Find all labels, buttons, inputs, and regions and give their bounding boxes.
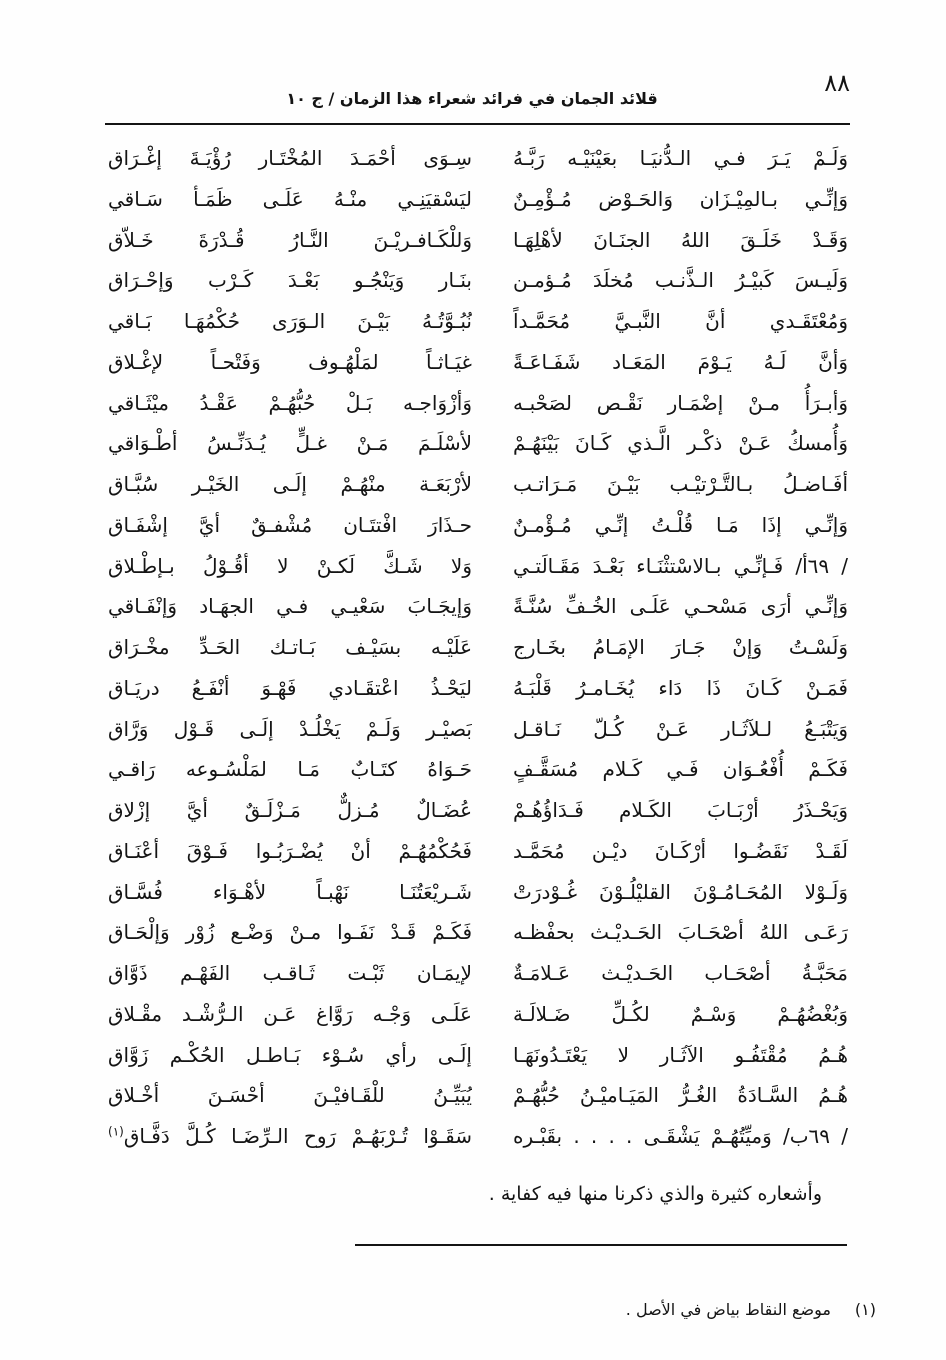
verse-second-hemistich (108, 179, 472, 219)
verse-first-hemistich: وَيَتْبَـعُ لـلآثَـار عَـنْ كُـلّ نَـاقـل (513, 716, 848, 741)
verse-first-hemistich: / ٦٩أ/ فَـإنِّـي بـالاسْتثْنَـاء بَعْـدَ مَقَـالَتـي (513, 553, 848, 578)
verse-second-hemistich (108, 464, 472, 504)
verse-second-text: عَلَـى وَجْـه رَوَّاغ عَـن الـرُّشْـد مقْـلاق (108, 1001, 472, 1026)
verse-second-hemistich (108, 994, 472, 1034)
verse-row (0, 586, 946, 627)
verse-row (0, 423, 946, 464)
verse-second-hemistich (108, 505, 472, 545)
verse-second-hemistich (108, 383, 472, 423)
verse-second-text: عَلَيْـه بسَيْـف بَـاتـك الحَـدِّ مخْـرَاق (108, 635, 472, 659)
verse-second-text: ليَحْـذُ اعْتقَـادي فَهْـوَ أنْفَـعُ دريَـاق (108, 675, 472, 700)
verse-second-hemistich (108, 260, 472, 300)
verse-first-hemistich: مَحَبَّـةُ أصْحَـاب الحَـديْـث عَـلامَـةٌ (513, 961, 848, 985)
verse-first-hemistich: وَأبـرَأُ مـنْ إضْمَـار نَقْـص لصَحْبـه (513, 390, 848, 415)
footnote (626, 1296, 876, 1324)
verse-second-hemistich (108, 749, 472, 789)
verse-second-text: يُبَيِّـنُ للْقَـافيْـنَ أحْسَـنَ أخْـلاق (108, 1083, 472, 1108)
verse-first-hemistich: وَمُعْتَقَـدي أنَّ النَّبـيَّ مُحَمَّـداً (513, 309, 848, 333)
verse-first-hemistich: أفَـاضـلُ بـالتَّـرْتيْـب بَيْـنَ مَـرَاتـب (513, 472, 848, 496)
page-number: ٨٨ (824, 69, 850, 97)
verse-second-text: وَللْكَـافـريْـنَ النَّـارُ قُـدْرَةَ خَـلاّق (108, 227, 472, 252)
header-rule (105, 123, 850, 125)
verse-second-hemistich (108, 627, 472, 667)
verse-second-text: وَلا شَـكَّ لَكـنْ لا أقُـوْلُ بـإطْـلاق (108, 553, 472, 578)
verse-second-hemistich (108, 953, 472, 993)
verse-second-text: حَـوَاهُ كتَـابٌ مَـا لمَلْسُـوعه رَاقـي (108, 757, 472, 782)
verse-row (0, 1035, 946, 1076)
verse-first-hemistich: وَأنَّ لَـهُ يَـوْمَ المَعَـاد شَفَـاعَـةً (513, 349, 848, 374)
verse-second-text: عُضَـالٌ مُـزلٌّ مَـزْلَـقٌ أيَّ إزْلاق (108, 798, 472, 822)
verse-first-hemistich: هُـمُ السَّـادَةُ الغُـرُّ المَيَـاميْـنُ حُبُّهُـمْ (513, 1083, 848, 1108)
verse-first-hemistich: وَلَسْـتُ وَإنْ جَـارَ الإمَـامُ بخَـارج (513, 635, 848, 659)
verse-row (0, 953, 946, 994)
verse-second-hemistich (108, 1116, 472, 1156)
verse-second-hemistich (108, 301, 472, 341)
verse-row (0, 301, 946, 342)
verse-second-hemistich (108, 1035, 472, 1075)
verse-first-hemistich: لَقَـدْ نَقَضُـوا أرْكَـانَ ديْـن مُحَمَّـد (513, 838, 848, 863)
verse-second-text: شَـريْعَتُنَـا نَهْبـاً لأهْـوَاء فُسَّـاق (108, 879, 472, 904)
verse-row (0, 179, 946, 220)
verse-first-hemistich: وَلَـمْ يَـرَ فـي الـدُّنيَـا بعَيْنَيْـه رَبَّـهُ (513, 146, 848, 170)
closing-line: وأشعاره كثيرة والذي ذكرنا منها فيه كفاية . (488, 1183, 822, 1205)
verse-row (0, 912, 946, 953)
verse-second-hemistich (108, 586, 472, 626)
verse-second-text: لإيمَـان ثَبْـت ثَـاقـب الفَهْـم ذَوَّاق (108, 961, 472, 985)
verse-row (0, 383, 946, 424)
verse-row (0, 505, 946, 546)
verse-second-text: وَأزْوَاجـه بَـلْ حُبُّهُـمْ عَقْـدُ ميْثَـاقي (108, 390, 472, 415)
verse-second-hemistich (108, 138, 472, 178)
verse-second-hemistich (108, 546, 472, 586)
verse-row (0, 464, 946, 505)
verse-second-text: وَإيجَـابَ سَعْيـي فـي الجهَـاد وَإنْفَـاقي (108, 594, 472, 619)
footnote-separator (355, 1244, 847, 1246)
footnote-marker: (١) (854, 1300, 876, 1319)
verse-first-hemistich: وَبُغْضُهُـمْ وَسْـمٌ لكُـلِّ ضَـلالَـة (513, 1001, 848, 1026)
verse-first-hemistich: وَيَحْـذَرُ أرْبَـابَ الكَـلام فَـدَاؤُهُـمْ (513, 798, 848, 822)
verse-row (0, 342, 946, 383)
verse-second-hemistich (108, 668, 472, 708)
verse-second-hemistich (108, 790, 472, 830)
verse-first-hemistich: وَأُمسكُ عَـنْ ذكْـر الَّـذي كَـانَ بَيْنَهُـمْ (513, 431, 848, 456)
verse-second-text: نُبُـوَّتُـهُ بَيْـنَ الـوَرَى حُكْمُهَـا بَـاقي (108, 309, 472, 333)
verse-second-text: ليَسْقيَنِـي منْـهُ عَلَـى ظَمَـأ سَـاقي (108, 186, 472, 211)
verse-row (0, 1075, 946, 1116)
verse-row (0, 138, 946, 179)
verse-second-text: لأسْلَـمَ مَـنْ غـلٍّ يُـدَنِّـسُ أطْـوَاقي (108, 431, 472, 456)
verse-second-hemistich (108, 912, 472, 952)
verse-first-hemistich: وَقَـدْ خَلَـقَ اللهُ الجنَـانَ لأهْلِهَـا (513, 227, 848, 252)
verse-second-hemistich (108, 423, 472, 463)
verse-first-hemistich: / ٦٩ب/ وَميِّتُهُـمْ يَشْقَـى . . . . بقَبْـره (513, 1124, 848, 1148)
verse-first-hemistich: وَلَـوْلا المُحَـامُـوْنَ القليْلُـوْنَ غُـوْدرَتْ (513, 879, 848, 904)
verse-row (0, 220, 946, 261)
verse-second-hemistich (108, 342, 472, 382)
verse-row (0, 831, 946, 872)
verse-second-text: إلَـى رأي سُـوْء بَـاطـل الحُكْـم زَوَّاق (108, 1042, 472, 1067)
verse-row (0, 709, 946, 750)
verse-first-hemistich: وَإنِّـي أرَى مَسْحـي عَلَـى الخُـفِّ سُنَّـةً (513, 594, 848, 619)
verse-second-text: بنَـار وَيَنْجُـو بَعْـدَ كَـرْب وَإحْـرَاق (108, 268, 472, 293)
verse-second-text: فَحُكْمُهُـمْ أنْ يُضْـرَبُـوا فَـوْقَ أعْنَـاق (108, 838, 472, 863)
verse-row (0, 1116, 946, 1157)
verse-row (0, 872, 946, 913)
verse-first-hemistich: وَإنِّـي بـالمِيْـزَان وَالحَـوْض مُـؤْمِـنٌ (513, 186, 848, 211)
verse-first-hemistich: وَلَيـسَ كَبيْـرُ الـذَّنـب مُخلَدَ مُـؤمـن (513, 268, 848, 293)
verse-second-text: غيَـاثـاً لمَلْهُـوف وَفَتْحـاً لإغْـلاق (108, 349, 472, 374)
verse-second-text: سِـوَى أحْمَـدَ المُخْتَـار رُؤْيَـةَ إغْـرَاق (108, 146, 472, 170)
verse-second-hemistich (108, 1075, 472, 1115)
verse-first-hemistich: فَمَـنْ كَـانَ ذَا دَاء يُخَـامـرُ قَلْبَـهُ (513, 675, 848, 700)
poem (0, 138, 946, 1158)
verse-first-hemistich: وَإنِّـي إذَا مَـا قُلْـتُ إنِّـي مُـؤْمـنٌ (513, 512, 848, 537)
footnote-text: موضع النقاط بياض في الأصل . (625, 1300, 831, 1319)
verse-second-text: حـذَارَ افْتتَـان مُشْفـقٌ أيَّ إشْفَـاق (108, 512, 472, 537)
verse-second-hemistich (108, 872, 472, 912)
running-title: قلائد الجمان في فرائد شعراء هذا الزمان / ج ١٠ (286, 89, 658, 108)
verse-second-text: فَكَـمْ قَـدْ نَفَـوا مـنْ وَضْـع زُوْر وَإلْحَـاق (108, 920, 472, 945)
verse-row (0, 790, 946, 831)
verse-row (0, 260, 946, 301)
verse-first-hemistich: رَعَـى اللهُ أصْحَـابَ الحَـديْـث بحفْظـه (513, 920, 848, 945)
verse-row (0, 627, 946, 668)
verse-row (0, 749, 946, 790)
verse-second-hemistich (108, 220, 472, 260)
verse-first-hemistich: فَكَـمْ أُفْعُـوَان فَـي كَـلام مُسَقَّـفٍ (513, 757, 848, 782)
verse-second-text: لأرْبَعَـة منْهُـمْ إلَـى الخَيْـر سُبَّـاق (108, 472, 472, 496)
verse-second-hemistich (108, 831, 472, 871)
verse-row (0, 994, 946, 1035)
verse-first-hemistich: هُـمُ مُقْتَفُـو الآثَـار لا يَعْتَـدُونَهَـا (513, 1042, 848, 1067)
verse-row (0, 546, 946, 587)
verse-second-text: بَصيْـر وَلَـمْ يَخْلُـدْ إلَـى قَـوْل وَرَّاق (108, 716, 472, 741)
footnote-reference: (١) (108, 1124, 124, 1139)
verse-row (0, 668, 946, 709)
verse-second-hemistich (108, 709, 472, 749)
verse-second-text: سَقَـوْا تُـرْبَهُـمْ رَوح الـرِّضَـا كُـلَّ دَفَّـاق (123, 1124, 472, 1148)
